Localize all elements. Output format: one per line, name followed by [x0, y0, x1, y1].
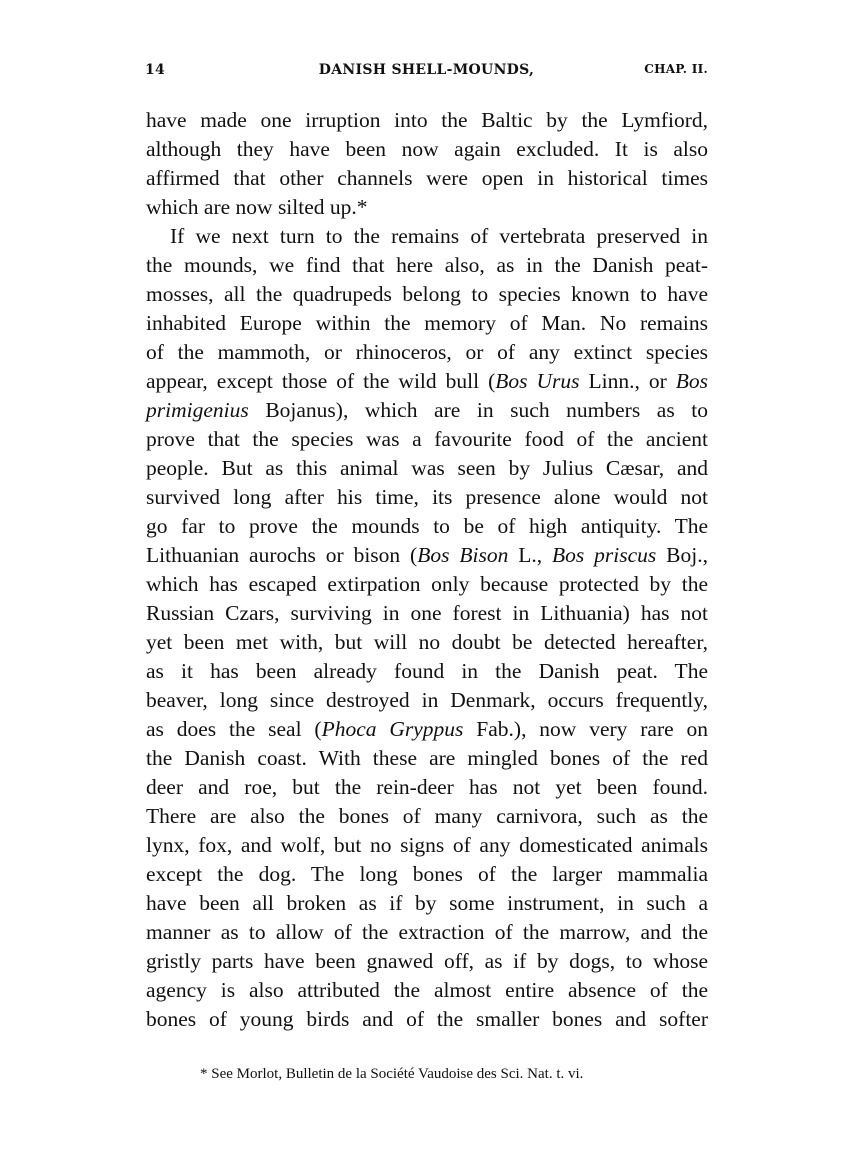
text-line: agency is also attributed the almost entire absence of the [146, 978, 708, 1002]
text-line: Russian Czars, surviving in one forest in Lithuania) has not [146, 601, 708, 625]
text-line: prove that the species was a favourite food of the ancient [146, 427, 708, 451]
text-line: If we next turn to the remains of vertebrata preserved in [170, 224, 708, 248]
text-run: appear, except those of the wild bull ( [146, 369, 496, 393]
body-text [146, 106, 708, 1034]
text-line: gristly parts have been gnawed off, as if by dogs, to whose [146, 949, 708, 973]
text-line: although they have been now again excluded. It is also [146, 137, 708, 161]
text-line: lynx, fox, and wolf, but no signs of any domesticated animals [146, 833, 708, 857]
footnote: * See Morlot, Bulletin de la Société Vaudoise des Sci. Nat. t. vi. [200, 1066, 584, 1082]
text-run: Boj., [656, 543, 708, 567]
running-head [145, 62, 708, 86]
text-line: deer and roe, but the rein-deer has not yet been found. [146, 775, 708, 799]
text-line: as it has been already found in the Danish peat. The [146, 659, 708, 683]
text-line: inhabited Europe within the memory of Man. No remains [146, 311, 708, 335]
text-line: mosses, all the quadrupeds belong to species known to have [146, 282, 708, 306]
book-title: DANISH SHELL-MOUNDS, [318, 62, 535, 78]
italic-run: primigenius [146, 398, 249, 422]
text-line: the mounds, we find that here also, as in the Danish peat- [146, 253, 708, 277]
text-line: have made one irruption into the Baltic by the Lymfiord, [146, 108, 708, 132]
text-line: manner as to allow of the extraction of the marrow, and the [146, 920, 708, 944]
text-line: have been all broken as if by some instrument, in such a [146, 891, 708, 915]
text-line: yet been met with, but will no doubt be detected hereafter, [146, 630, 708, 654]
text-line: beaver, long since destroyed in Denmark, occurs frequently, [146, 688, 708, 712]
text-line: the Danish coast. With these are mingled bones of the red [146, 746, 708, 770]
text-run: L., [508, 543, 553, 567]
text-line: affirmed that other channels were open in historical times [146, 166, 708, 190]
text-line [146, 715, 708, 744]
chapter-label: CHAP. II. [644, 62, 708, 76]
text-line: go far to prove the mounds to be of high antiquity. The [146, 514, 708, 538]
italic-run: Phoca Gryppus [321, 717, 464, 741]
text-run: Fab.), now very rare on [463, 717, 709, 741]
text-line: which are now silted up.* [146, 195, 368, 219]
text-line [146, 367, 708, 396]
text-line: people. But as this animal was seen by Julius Cæsar, and [146, 456, 708, 480]
text-line: There are also the bones of many carnivora, such as the [146, 804, 708, 828]
text-run: as does the seal ( [146, 717, 322, 741]
text-line: survived long after his time, its presence alone would not [146, 485, 708, 509]
text-run: Linn., or [579, 369, 676, 393]
text-line [146, 396, 708, 425]
page-number: 14 [145, 62, 166, 78]
text-line: of the mammoth, or rhinoceros, or of any extinct species [146, 340, 708, 364]
text-line: bones of young birds and of the smaller bones and softer [146, 1007, 708, 1031]
text-line [146, 541, 708, 570]
italic-run: Bos priscus [552, 543, 657, 567]
italic-run: Bos Bison [417, 543, 509, 567]
italic-run: Bos [675, 369, 708, 393]
text-run: Bojanus), which are in such numbers as to [248, 398, 708, 422]
text-line: except the dog. The long bones of the larger mammalia [146, 862, 708, 886]
italic-run: Bos Urus [495, 369, 580, 393]
text-run: Lithuanian aurochs or bison ( [146, 543, 418, 567]
text-line: which has escaped extirpation only because protected by the [146, 572, 708, 596]
